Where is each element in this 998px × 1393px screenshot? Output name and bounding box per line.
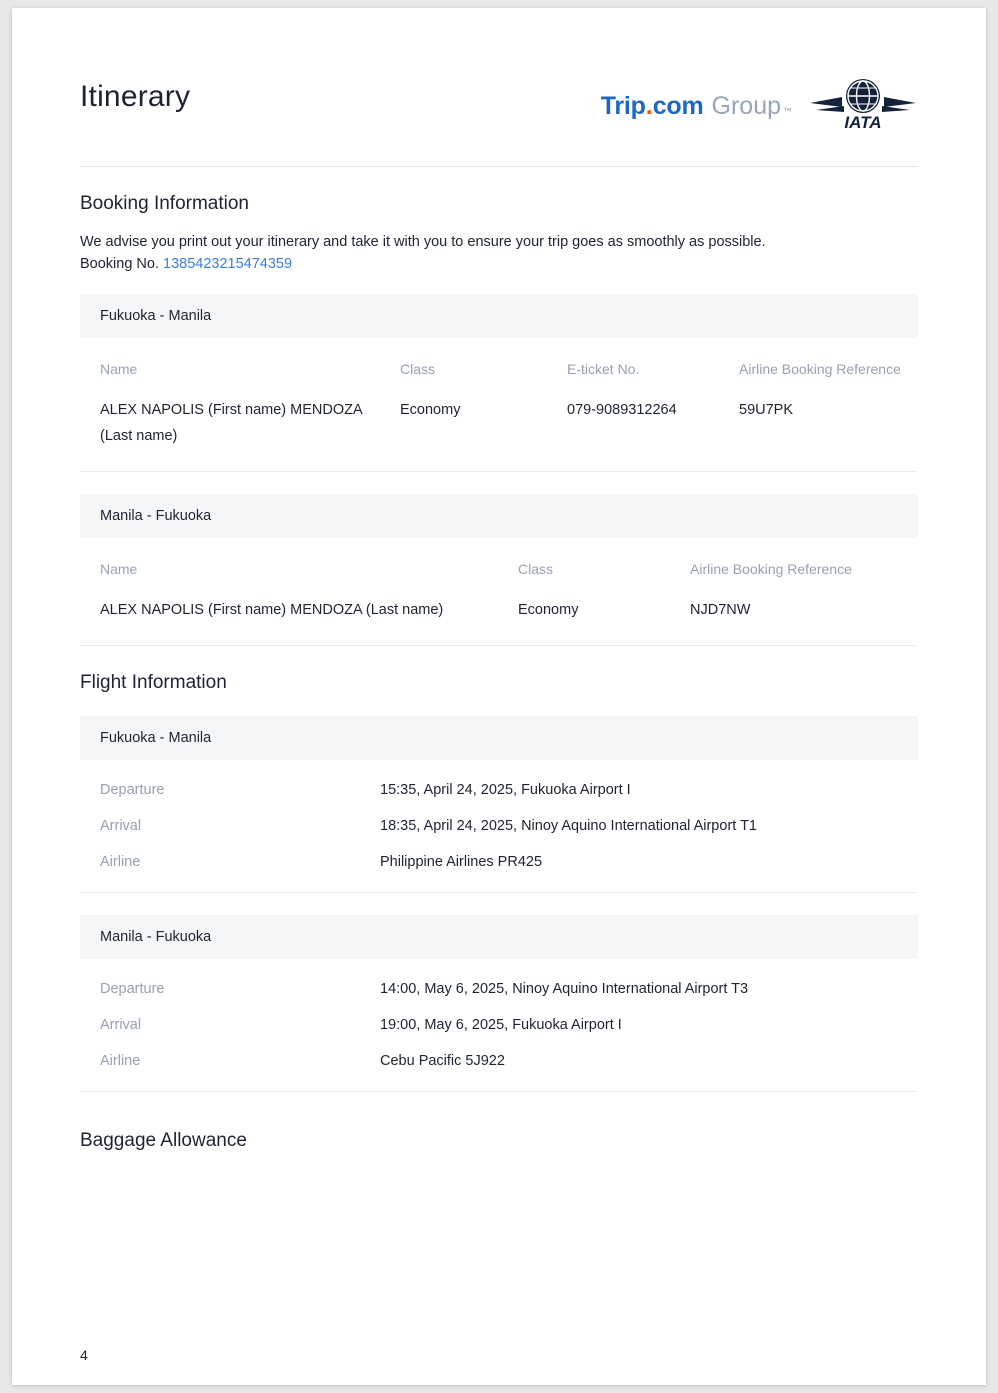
flight-airline-label: Airline bbox=[100, 1053, 141, 1069]
passenger-table-2 bbox=[80, 538, 918, 645]
column-header-name: Name bbox=[100, 561, 138, 577]
booking-number-value: 1385423215474359 bbox=[163, 256, 293, 272]
passenger-table-1-divider bbox=[80, 471, 916, 472]
flight-departure-value: 14:00, May 6, 2025, Ninoy Aquino International Airport T3 bbox=[380, 981, 749, 997]
passenger-reference: 59U7PK bbox=[739, 402, 794, 418]
passenger-name: ALEX NAPOLIS (First name) MENDOZA (Last name) bbox=[100, 602, 444, 618]
flight-departure-row bbox=[80, 772, 918, 808]
document-header bbox=[80, 70, 918, 160]
brand-dot-text: . bbox=[645, 92, 653, 120]
baggage-allowance-heading: Baggage Allowance bbox=[80, 1130, 247, 1151]
svg-text:IATA: IATA bbox=[844, 113, 882, 132]
column-header-name: Name bbox=[100, 361, 138, 377]
booking-segment-route-2: Manila - Fukuoka bbox=[80, 494, 918, 538]
flight-segment-route-1: Fukuoka - Manila bbox=[80, 716, 918, 760]
flight-details-1-divider bbox=[80, 892, 916, 893]
column-header-class: Class bbox=[400, 361, 436, 377]
trip-com-group-logo bbox=[601, 92, 792, 121]
passenger-reference: NJD7NW bbox=[690, 602, 751, 618]
flight-details-2 bbox=[80, 959, 918, 1091]
flight-airline-value: Cebu Pacific 5J922 bbox=[380, 1053, 505, 1069]
flight-airline-row bbox=[80, 1043, 918, 1079]
flight-arrival-label: Arrival bbox=[100, 1017, 142, 1033]
passenger-class: Economy bbox=[400, 402, 461, 418]
booking-information-heading: Booking Information bbox=[80, 193, 249, 214]
passenger-name: ALEX NAPOLIS (First name) MENDOZA (Last name) bbox=[100, 402, 362, 444]
flight-airline-row bbox=[80, 844, 918, 880]
flight-departure-row bbox=[80, 971, 918, 1007]
flight-details-1 bbox=[80, 760, 918, 892]
brand-trip-text: Trip bbox=[600, 92, 646, 120]
booking-advise-text: We advise you print out your itinerary and take it with you to ensure your trip goes as smoothly as possible. bbox=[80, 234, 766, 250]
flight-departure-label: Departure bbox=[100, 981, 165, 997]
header-divider bbox=[80, 166, 918, 167]
passenger-table-2-divider bbox=[80, 645, 916, 646]
flight-details-2-divider bbox=[80, 1091, 916, 1092]
column-header-airline-booking-reference: Airline Booking Reference bbox=[690, 561, 852, 577]
booking-number-label: Booking No. bbox=[80, 256, 159, 272]
table-header-row bbox=[80, 538, 918, 583]
flight-departure-label: Departure bbox=[100, 782, 165, 798]
table-header-row bbox=[80, 338, 918, 383]
booking-segment-route-1: Fukuoka - Manila bbox=[80, 294, 918, 338]
flight-information-heading: Flight Information bbox=[80, 672, 227, 693]
column-header-eticket: E-ticket No. bbox=[567, 361, 640, 377]
flight-segment-route-2: Manila - Fukuoka bbox=[80, 915, 918, 959]
flight-arrival-row bbox=[80, 808, 918, 844]
booking-number-row bbox=[80, 256, 918, 272]
page-title: Itinerary bbox=[80, 80, 191, 113]
flight-arrival-value: 19:00, May 6, 2025, Fukuoka Airport I bbox=[380, 1017, 622, 1033]
flight-airline-label: Airline bbox=[100, 854, 141, 870]
flight-departure-value: 15:35, April 24, 2025, Fukuoka Airport I bbox=[380, 782, 631, 798]
itinerary-page bbox=[12, 8, 986, 1385]
flight-arrival-label: Arrival bbox=[100, 818, 142, 834]
page-number: 4 bbox=[80, 1347, 88, 1363]
passenger-eticket: 079-9089312264 bbox=[567, 402, 677, 418]
flight-arrival-row bbox=[80, 1007, 918, 1043]
passenger-table-1 bbox=[80, 338, 918, 471]
column-header-class: Class bbox=[518, 561, 554, 577]
column-header-airline-booking-reference: Airline Booking Reference bbox=[739, 361, 901, 377]
table-row bbox=[80, 383, 918, 471]
flight-arrival-value: 18:35, April 24, 2025, Ninoy Aquino International Airport T1 bbox=[380, 818, 757, 834]
brand-trademark-text: ™ bbox=[783, 106, 792, 116]
iata-logo-icon bbox=[808, 72, 918, 134]
passenger-class: Economy bbox=[518, 602, 579, 618]
brand-com-text: com bbox=[652, 92, 704, 120]
brand-group-text: Group bbox=[711, 92, 781, 120]
page-content bbox=[80, 8, 918, 1152]
flight-airline-value: Philippine Airlines PR425 bbox=[380, 854, 543, 870]
table-row bbox=[80, 583, 918, 645]
